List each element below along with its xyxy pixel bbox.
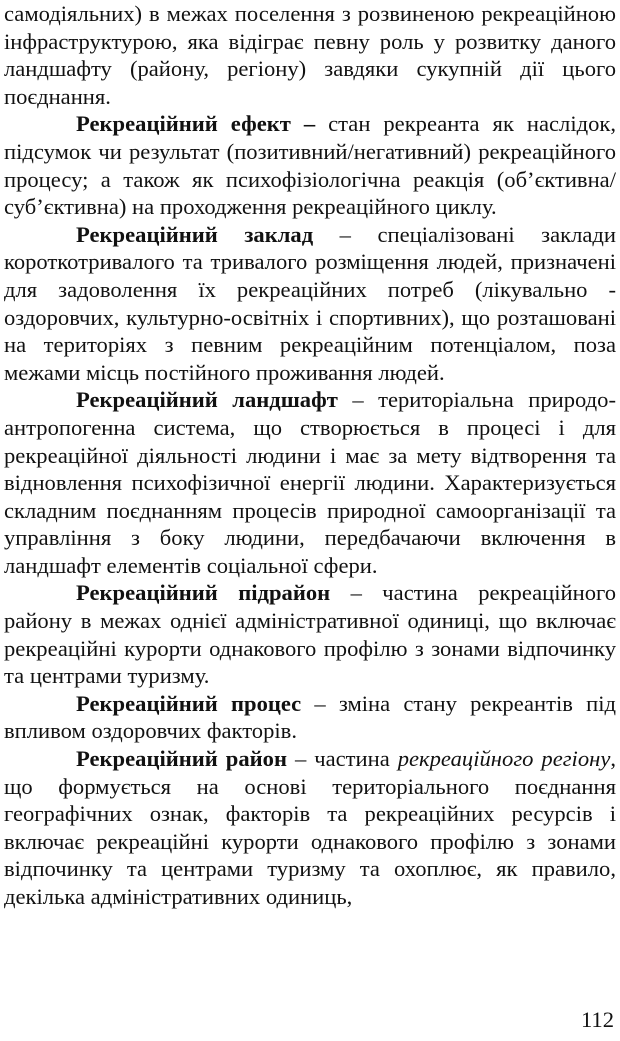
definition-recreational-landscape [4, 386, 616, 579]
definition-text: – територіальна природо-антропогенна система, що створюється в процесі і для рекреаційної діяльності людини і має за мету відтворення та відновлення психофізичної енергії людини. Характеризується складним поєднанням процесів природної самоорганізації та управління з боку людини, передбачаючи включення в ландшафт елементів соціальної сфери. [4, 387, 616, 578]
definition-term: Рекреаційний процес [76, 690, 302, 716]
paragraph-text: самодіяльних) в межах поселення з розвиненою рекреаційною інфраструктурою, яка відіграє певну роль у розвитку даного ландшафту (району, регіону) завдяки сукупній дії цього поєднання. [4, 1, 616, 109]
definition-term: Рекреаційний заклад [76, 221, 314, 247]
definition-text: , що формується на основі територіального поєднання географічних ознак, факторів та рекреаційних ресурсів і включає рекреаційні курорти однакового профілю з зонами відпочинку та центрами туризму та охоплює, як правило, декілька адміністративних одиниць, [4, 746, 617, 909]
page-number: 112 [580, 1007, 614, 1032]
definition-text: – зміна стану рекреантів під впливом оздоровчих факторів. [4, 690, 616, 744]
definition-text: стан рекреанта як наслідок, підсумок чи результат (позитивний/негативний) рекреаційного процесу; а також як психофізіологічна реакція (об’єктивна/суб’єктивна) на проходження рекреаційного циклу. [4, 111, 617, 220]
definition-term: Рекреаційний ефект – [76, 111, 316, 137]
document-page [4, 0, 616, 911]
definition-term: Рекреаційний підрайон [76, 580, 331, 606]
definition-term: Рекреаційний район [76, 746, 287, 772]
definition-recreational-facility [4, 221, 616, 387]
definition-italic-reference: рекреаційного регіону [397, 746, 611, 772]
definition-term: Рекреаційний ландшафт [76, 387, 338, 413]
definition-recreational-subdistrict [4, 579, 616, 689]
paragraph-continuation [4, 0, 616, 110]
definition-recreational-effect [4, 110, 616, 220]
definition-text: – спеціалізовані заклади короткотривалого та тривалого розміщення людей, призначені для задоволення їх рекреаційних потреб (лікувально - оздоровчих, культурно-освітніх і спортивних), що розташовані на територіях з певним рекреаційним потенціалом, поза межами місць постійного проживання людей. [4, 221, 616, 385]
definition-recreational-process [4, 690, 616, 745]
definition-recreational-district [4, 745, 616, 911]
definition-text: – частина рекреаційного району в межах однієї адміністративної одиниці, що включає рекреаційні курорти однакового профілю з зонами відпочинку та центрами туризму. [4, 580, 617, 689]
definition-text: – частина [286, 746, 398, 772]
